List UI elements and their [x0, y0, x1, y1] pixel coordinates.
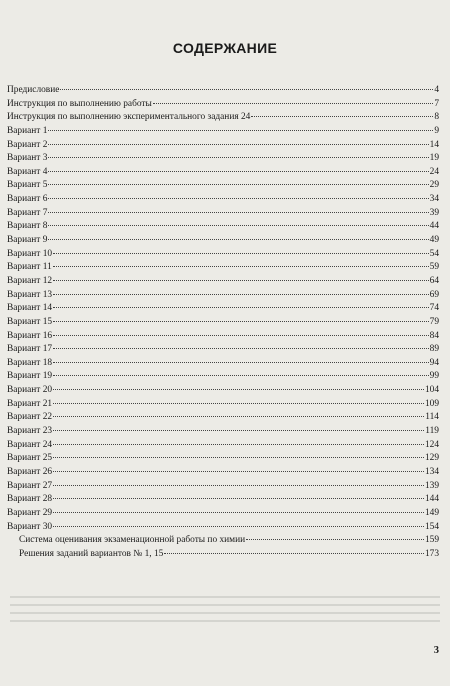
- toc-entry: [7, 548, 439, 562]
- dot-leader: [53, 485, 424, 486]
- toc-entry-page: 9: [434, 125, 439, 136]
- toc-entry-label: Вариант 14: [7, 303, 53, 314]
- dot-leader: [53, 266, 429, 267]
- dot-leader: [48, 198, 428, 199]
- toc-entry: [7, 275, 439, 289]
- dot-leader: [48, 184, 428, 185]
- toc-entry: [7, 507, 439, 521]
- dot-leader: [53, 403, 424, 404]
- dot-leader: [48, 212, 428, 213]
- toc-entry-label: Вариант 26: [7, 466, 53, 477]
- toc-entry: [7, 152, 439, 166]
- toc-entry: [7, 111, 439, 125]
- toc-entry-label: Вариант 28: [7, 494, 53, 505]
- toc-entry-label: Вариант 27: [7, 480, 53, 491]
- toc-entry: [7, 466, 439, 480]
- toc-entry-page: 59: [429, 262, 439, 273]
- toc-entry-page: 84: [429, 330, 439, 341]
- toc-entry-page: 109: [424, 398, 439, 409]
- toc-entry-page: 154: [424, 521, 439, 532]
- toc-entry: [7, 452, 439, 466]
- toc-entry-label: Вариант 11: [7, 262, 52, 273]
- toc-entry-page: 74: [429, 303, 439, 314]
- toc-entry-label: Вариант 15: [7, 316, 53, 327]
- dot-leader: [53, 471, 424, 472]
- table-of-contents: [7, 84, 439, 561]
- toc-entry-label: Вариант 12: [7, 275, 53, 286]
- toc-entry-label: Вариант 29: [7, 507, 53, 518]
- toc-entry-label: Вариант 22: [7, 412, 53, 423]
- toc-entry-page: 4: [434, 85, 439, 95]
- dot-leader: [53, 444, 424, 445]
- toc-entry-label: Вариант 4: [7, 166, 48, 177]
- toc-entry-label: Вариант 6: [7, 194, 48, 205]
- toc-entry-page: 144: [424, 494, 439, 505]
- toc-entry: [7, 207, 439, 221]
- dot-leader: [53, 253, 429, 254]
- toc-entry-page: 104: [424, 385, 439, 396]
- toc-entry: [7, 411, 439, 425]
- toc-entry-label: Вариант 19: [7, 371, 53, 382]
- bleed-through-text: [10, 590, 440, 630]
- toc-entry: [7, 179, 439, 193]
- dot-leader: [53, 335, 429, 336]
- toc-entry-page: 159: [424, 535, 439, 546]
- dot-leader: [53, 294, 429, 295]
- toc-entry: [7, 425, 439, 439]
- toc-entry-label: Вариант 25: [7, 453, 53, 464]
- toc-entry-page: 7: [434, 98, 439, 109]
- dot-leader: [48, 171, 428, 172]
- dot-leader: [48, 157, 428, 158]
- dot-leader: [53, 362, 429, 363]
- toc-entry: [7, 480, 439, 494]
- dot-leader: [251, 116, 433, 117]
- toc-entry-label: Вариант 13: [7, 289, 53, 300]
- toc-entry: [7, 261, 439, 275]
- dot-leader: [53, 457, 424, 458]
- toc-entry-label: Вариант 21: [7, 398, 53, 409]
- toc-entry: [7, 193, 439, 207]
- toc-entry-label: Вариант 9: [7, 235, 48, 246]
- toc-entry-page: 89: [429, 344, 439, 355]
- toc-entry: [7, 370, 439, 384]
- toc-entry-label: Вариант 24: [7, 439, 53, 450]
- toc-entry: [7, 343, 439, 357]
- dot-leader: [53, 348, 429, 349]
- dot-leader: [53, 389, 424, 390]
- toc-entry-page: 8: [434, 112, 439, 123]
- dot-leader: [53, 498, 424, 499]
- toc-entry-label: Вариант 30: [7, 521, 53, 532]
- toc-entry: [7, 384, 439, 398]
- toc-entry-label: Вариант 17: [7, 344, 53, 355]
- toc-entry-page: 129: [424, 453, 439, 464]
- toc-entry: [7, 534, 439, 548]
- toc-entry-page: 44: [429, 221, 439, 232]
- toc-entry: [7, 220, 439, 234]
- dot-leader: [53, 430, 424, 431]
- toc-entry-label: Решения заданий вариантов № 1, 15: [19, 548, 164, 559]
- dot-leader: [53, 375, 429, 376]
- toc-entry: [7, 84, 439, 98]
- toc-entry-label: Вариант 23: [7, 426, 53, 437]
- toc-entry: [7, 166, 439, 180]
- toc-entry-page: 54: [429, 248, 439, 259]
- dot-leader: [53, 416, 424, 417]
- toc-entry: [7, 98, 439, 112]
- toc-entry-page: 29: [429, 180, 439, 191]
- toc-entry-label: Вариант 18: [7, 357, 53, 368]
- page-number: 3: [433, 645, 439, 656]
- toc-entry: [7, 398, 439, 412]
- dot-leader: [53, 280, 429, 281]
- toc-entry-page: 134: [424, 466, 439, 477]
- toc-entry: [7, 125, 439, 139]
- dot-leader: [60, 89, 433, 90]
- toc-entry: [7, 439, 439, 453]
- toc-entry-label: Инструкция по выполнению экспериментального задания 24: [7, 112, 251, 123]
- toc-entry-page: 149: [424, 507, 439, 518]
- dot-leader: [53, 307, 429, 308]
- toc-entry-page: 139: [424, 480, 439, 491]
- toc-entry-label: Вариант 7: [7, 207, 48, 218]
- toc-entry-label: Вариант 8: [7, 221, 48, 232]
- dot-leader: [48, 239, 428, 240]
- toc-entry: [7, 357, 439, 371]
- toc-entry: [7, 302, 439, 316]
- toc-entry-page: 79: [429, 316, 439, 327]
- toc-entry-label: Вариант 20: [7, 385, 53, 396]
- toc-entry-label: Вариант 16: [7, 330, 53, 341]
- toc-entry-page: 69: [429, 289, 439, 300]
- toc-entry-page: 173: [424, 548, 439, 559]
- toc-entry-label: Вариант 2: [7, 139, 48, 150]
- dot-leader: [53, 321, 429, 322]
- toc-entry-label: Вариант 1: [7, 125, 48, 136]
- dot-leader: [48, 130, 433, 131]
- dot-leader: [53, 526, 424, 527]
- toc-entry-page: 94: [429, 357, 439, 368]
- dot-leader: [48, 144, 428, 145]
- toc-entry-page: 14: [429, 139, 439, 150]
- toc-entry-label: Предисловие: [7, 85, 60, 95]
- toc-entry-label: Система оценивания экзаменационной работы по химии: [19, 535, 246, 546]
- toc-entry: [7, 493, 439, 507]
- toc-entry-label: Инструкция по выполнению работы: [7, 98, 152, 109]
- dot-leader: [246, 539, 424, 540]
- toc-entry-label: Вариант 10: [7, 248, 53, 259]
- toc-entry-page: 49: [429, 235, 439, 246]
- toc-entry-page: 39: [429, 207, 439, 218]
- page-title: СОДЕРЖАНИЕ: [172, 40, 278, 56]
- toc-entry-page: 119: [425, 426, 439, 437]
- dot-leader: [48, 225, 428, 226]
- toc-entry: [7, 316, 439, 330]
- toc-entry-page: 124: [424, 439, 439, 450]
- toc-entry: [7, 521, 439, 535]
- toc-entry: [7, 330, 439, 344]
- toc-entry-label: Вариант 3: [7, 153, 48, 164]
- toc-entry-label: Вариант 5: [7, 180, 48, 191]
- toc-entry: [7, 248, 439, 262]
- toc-entry: [7, 234, 439, 248]
- toc-entry: [7, 289, 439, 303]
- toc-entry-page: 19: [429, 153, 439, 164]
- dot-leader: [53, 512, 424, 513]
- toc-entry: [7, 139, 439, 153]
- toc-entry-page: 64: [429, 275, 439, 286]
- toc-entry-page: 24: [429, 166, 439, 177]
- toc-entry-page: 114: [425, 412, 439, 423]
- toc-entry-page: 99: [429, 371, 439, 382]
- dot-leader: [164, 553, 424, 554]
- dot-leader: [153, 103, 433, 104]
- toc-entry-page: 34: [429, 194, 439, 205]
